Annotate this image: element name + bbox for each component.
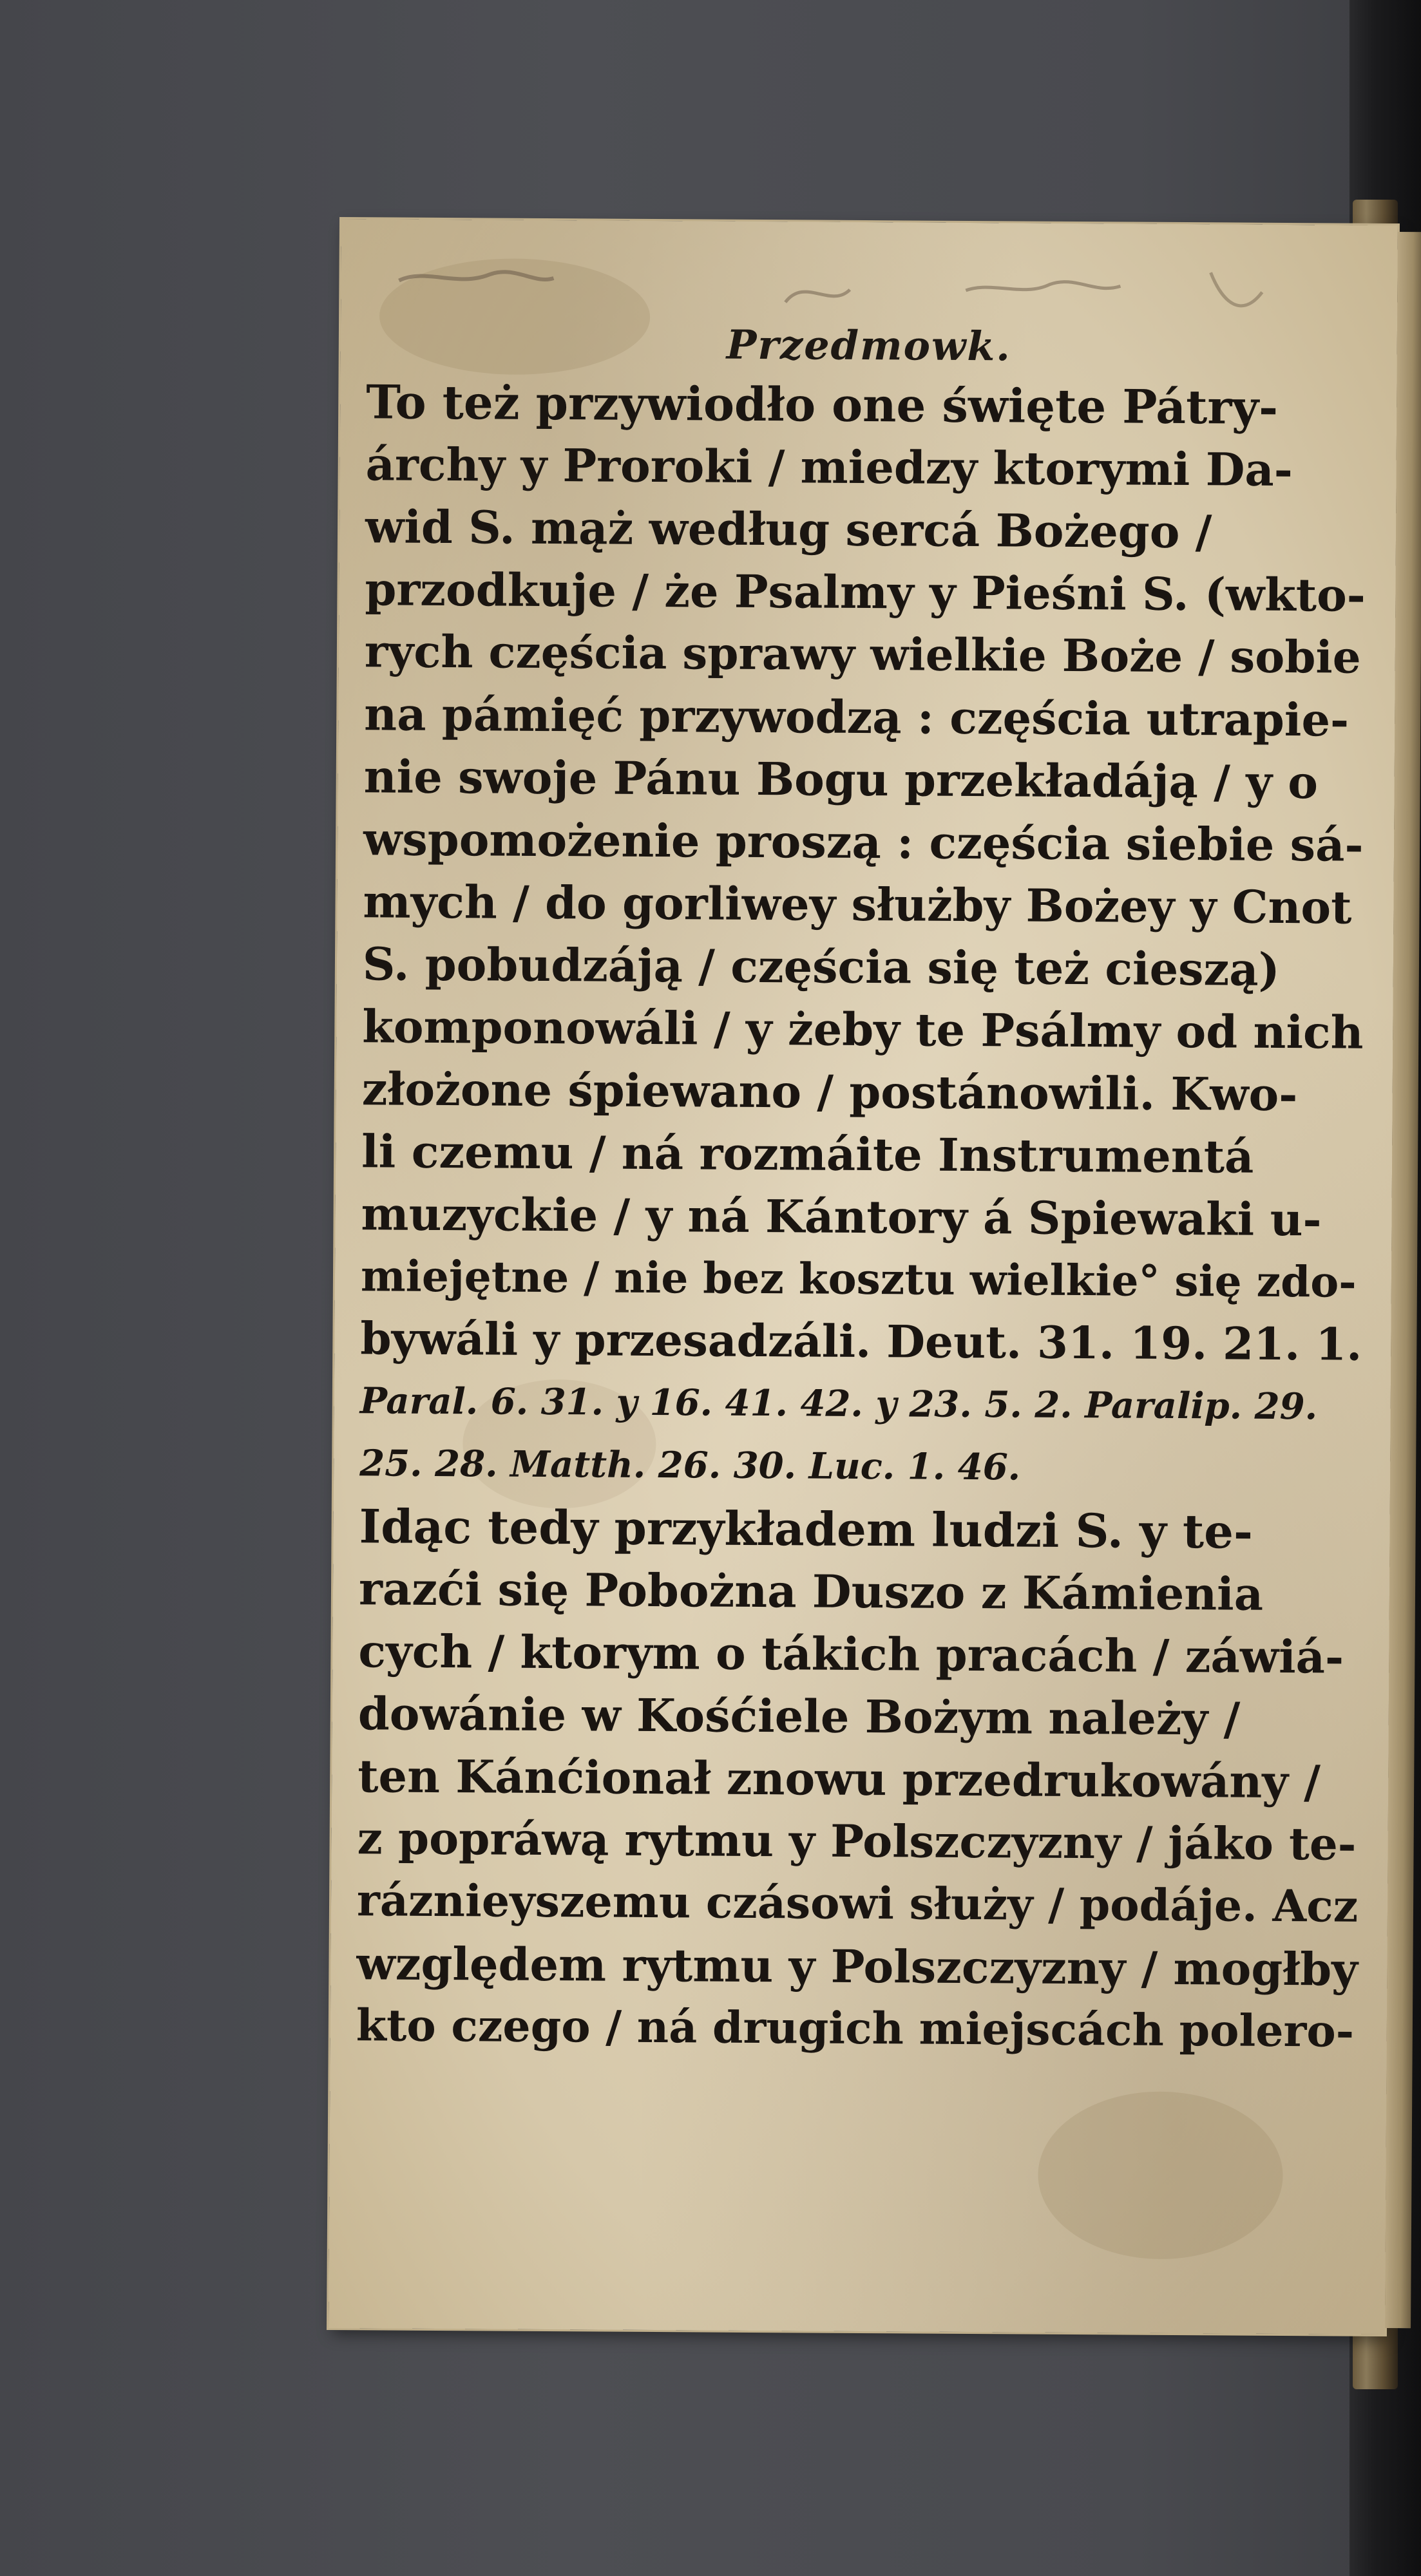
text-line: komponowáli / y żeby te Psálmy od nich [362,999,1364,1059]
text-line: cych / ktorym o tákich pracách / záwiá- [358,1624,1344,1684]
book-page [329,219,1398,2334]
page-header: Przedmowk. [726,321,1012,370]
text-line: mych / do gorliwey służby Bożey y Cnot [363,875,1352,934]
paper-stain [1038,2091,1284,2260]
text-line: względem rytmu y Polszczyzny / mogłby [356,1937,1359,1996]
text-line: bywáli y przesadzáli. Deut. 31. 19. 21. 1. [360,1312,1362,1371]
text-line: To też przywiodło one święte Pátry- [366,374,1279,435]
text-line: kto czego / ná drugich miejscách polero- [356,2000,1355,2058]
text-line: ten Kánćionał znowu przedrukowány / [357,1749,1321,1809]
text-line: dowánie w Kośćiele Bożym należy / [358,1687,1241,1746]
text-line: árchy y Proroki / miedzy ktorymi Da- [365,437,1293,497]
text-line: muzyckie / y ná Kántory á Spiewaki u- [361,1187,1322,1247]
text-line: rych częścia sprawy wielkie Boże / sobie [364,625,1361,684]
text-line: wid S. mąż według sercá Bożego / [365,500,1212,559]
scripture-reference-line: 25. 28. Matth. 26. 30. Luc. 1. 46. [359,1442,1021,1489]
scripture-reference-line: Paral. 6. 31. y 16. 41. 42. y 23. 5. 2. Paralip. 29. [359,1379,1318,1428]
text-line: ráznieyszemu czásowi służy / podáje. Acz [356,1875,1359,1933]
page-body-text [356,370,1371,2063]
text-line: miejętne / nie bez kosztu wielkie° się zdo- [360,1251,1357,1307]
text-line: z popráwą rytmu y Polszczyzny / jáko te- [357,1812,1357,1871]
text-line: li czemu / ná rozmáite Instrumentá [361,1124,1254,1184]
text-line: razći się Pobożna Duszo z Kámienia [358,1562,1264,1621]
text-line: przodkuje / że Psalmy y Pieśni S. (wkto- [365,562,1366,622]
text-line: złożone śpiewano / postánowili. Kwo- [361,1062,1298,1122]
paragraph-start-line: Idąc tedy przykładem ludzi S. y te- [359,1499,1254,1559]
text-line: na pámięć przywodzą : częścia utrapie- [364,687,1349,747]
text-line: wspomożenie proszą : częścia siebie sá- [363,812,1364,872]
text-line: nie swoje Pánu Bogu przekładáją / y o [363,750,1319,810]
text-line: S. pobudzáją / częścia się też cieszą) [362,937,1281,996]
